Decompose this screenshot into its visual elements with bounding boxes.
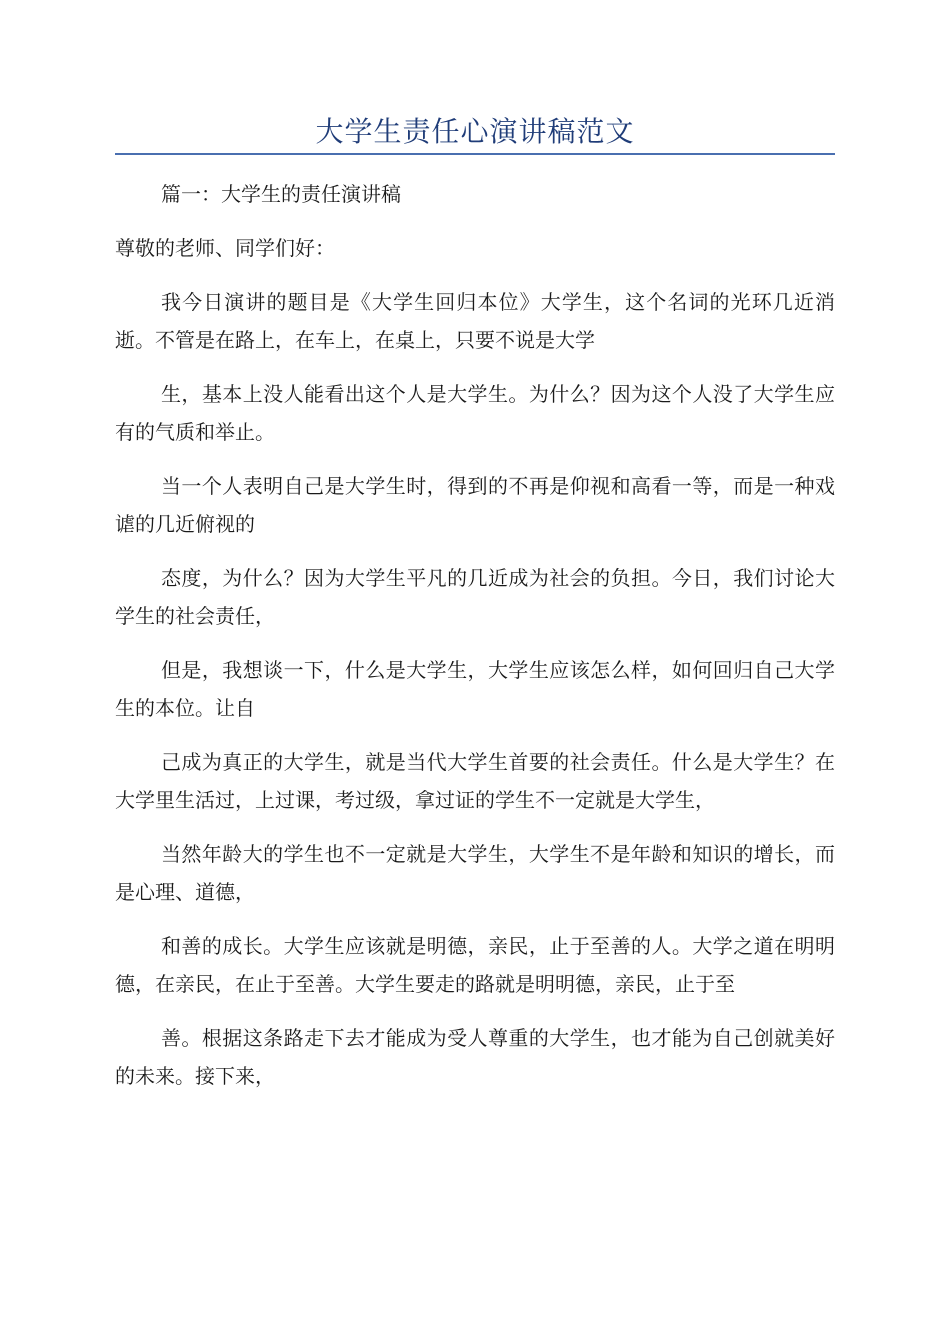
body-paragraph: 当一个人表明自己是大学生时，得到的不再是仰视和高看一等，而是一种戏谑的几近俯视的 [115,474,835,536]
body-paragraph: 和善的成长。大学生应该就是明德，亲民，止于至善的人。大学之道在明明德，在亲民，在止于至善。大学生要走的路就是明明德，亲民，止于至 [115,934,835,996]
title-underline [115,153,835,155]
section-heading: 篇一：大学生的责任演讲稿 [161,182,401,206]
body-paragraph: 当然年龄大的学生也不一定就是大学生，大学生不是年龄和知识的增长，而是心理、道德， [115,842,835,904]
body-paragraph: 善。根据这条路走下去才能成为受人尊重的大学生，也才能为自己创就美好的未来。接下来， [115,1026,835,1088]
body-paragraph: 但是，我想谈一下，什么是大学生，大学生应该怎么样，如何回归自己大学生的本位。让自 [115,658,835,720]
body-paragraph: 我今日演讲的题目是《大学生回归本位》大学生，这个名词的光环几近消逝。不管是在路上，在车上，在桌上，只要不说是大学 [115,290,835,352]
document-title: 大学生责任心演讲稿范文 [315,115,635,148]
body-paragraph: 生，基本上没人能看出这个人是大学生。为什么？因为这个人没了大学生应有的气质和举止。 [115,382,835,444]
salutation: 尊敬的老师、同学们好： [115,236,335,260]
document-body [115,175,835,1111]
body-paragraph: 态度，为什么？因为大学生平凡的几近成为社会的负担。今日，我们讨论大学生的社会责任， [115,566,835,628]
body-paragraph: 己成为真正的大学生，就是当代大学生首要的社会责任。什么是大学生？在大学里生活过，上过课，考过级，拿过证的学生不一定就是大学生， [115,750,835,812]
